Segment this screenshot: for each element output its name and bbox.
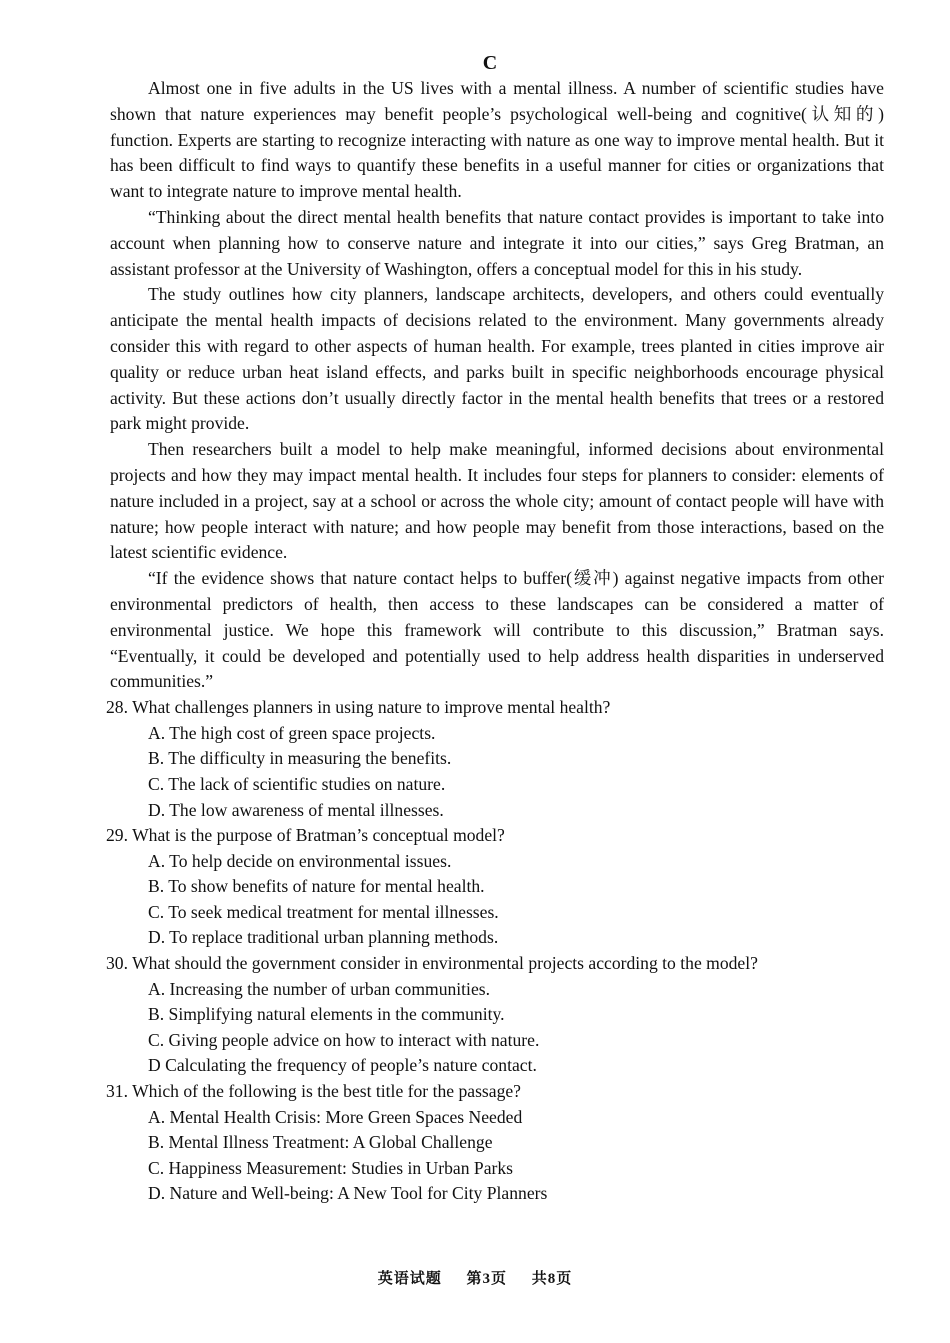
- passage: [110, 76, 884, 695]
- question-30: [106, 951, 884, 1079]
- option-b: B. Mental Illness Treatment: A Global Challenge: [148, 1132, 493, 1153]
- option-b: B. To show benefits of nature for mental health.: [148, 876, 485, 897]
- page-footer: [0, 1267, 950, 1288]
- question-31: [106, 1079, 884, 1207]
- option-a: A. To help decide on environmental issues.: [148, 850, 452, 871]
- passage-paragraph: Then researchers built a model to help make meaningful, informed decisions about environmental projects and how they may impact mental health. It includes four steps for planners to consider: elements of nature included in a project, say at a school or across the whole city; amount of contact people will have with nature; how people interact with nature; and how people may benefit from those interactions, based on the latest scientific evidence.: [110, 439, 884, 563]
- passage-paragraph: “Thinking about the direct mental health benefits that nature contact provides is important to take into account when planning how to conserve nature and integrate it into our cities,” says Greg Bratman, an assistant professor at the University of Washington, offers a conceptual model for this in his study.: [110, 206, 884, 279]
- passage-paragraph: Almost one in five adults in the US lives with a mental illness. A number of scientific studies have shown that nature experiences may benefit people’s psychological well-being and cognitive(认知的) function. Experts are starting to recognize interacting with nature as one way to improve mental health. But it has been difficult to find ways to quantify these benefits in a useful manner for cities or organizations that want to integrate nature to improve mental health.: [110, 78, 884, 202]
- option-a: A. Increasing the number of urban communities.: [148, 978, 491, 999]
- question-stem: 30. What should the government consider in environmental projects according to the model?: [106, 953, 758, 974]
- passage-paragraph: “If the evidence shows that nature contact helps to buffer(缓冲) against negative impacts from other environmental predictors of health, then access to these landscapes can be considered a matter of environmental justice. We hope this framework will contribute to this discussion,” Bratman says. “Eventually, it could be developed and potentially used to help address health disparities in underserved communities.”: [110, 568, 884, 692]
- question-stem: 28. What challenges planners in using nature to improve mental health?: [106, 697, 611, 718]
- footer-subject: 英语试题: [377, 1271, 442, 1287]
- option-d: D Calculating the frequency of people’s nature contact.: [148, 1055, 537, 1076]
- question-29: [106, 823, 884, 951]
- option-d: D. Nature and Well-being: A New Tool for City Planners: [148, 1183, 548, 1204]
- option-c: C. Happiness Measurement: Studies in Urban Parks: [148, 1157, 514, 1178]
- footer-total-pages: 共8页: [531, 1271, 573, 1287]
- option-c: C. Giving people advice on how to interact with nature.: [148, 1029, 540, 1050]
- option-d: D. To replace traditional urban planning methods.: [148, 927, 499, 948]
- option-b: B. Simplifying natural elements in the community.: [148, 1004, 505, 1025]
- footer-page-number: 第3页: [466, 1271, 507, 1287]
- question-stem: 31. Which of the following is the best title for the passage?: [106, 1081, 521, 1102]
- question-stem: 29. What is the purpose of Bratman’s conceptual model?: [106, 825, 505, 846]
- section-heading: C: [482, 52, 498, 74]
- questions: [106, 695, 884, 1207]
- passage-paragraph: The study outlines how city planners, landscape architects, developers, and others could eventually anticipate the mental health impacts of decisions related to the environment. Many governments already consider this with regard to other aspects of human health. For example, trees planted in cities improve air quality or reduce urban heat island effects, and parks built in specific neighborhoods encourage physical activity. But these actions don’t usually directly factor in the mental health benefits that trees or a restored park might provide.: [110, 284, 884, 434]
- option-d: D. The low awareness of mental illnesses.: [148, 799, 444, 820]
- option-b: B. The difficulty in measuring the benefits.: [148, 748, 452, 769]
- option-a: A. Mental Health Crisis: More Green Spaces Needed: [148, 1106, 523, 1127]
- option-c: C. The lack of scientific studies on nature.: [148, 773, 446, 794]
- question-28: [106, 695, 884, 823]
- option-a: A. The high cost of green space projects.: [148, 722, 436, 743]
- option-c: C. To seek medical treatment for mental illnesses.: [148, 901, 499, 922]
